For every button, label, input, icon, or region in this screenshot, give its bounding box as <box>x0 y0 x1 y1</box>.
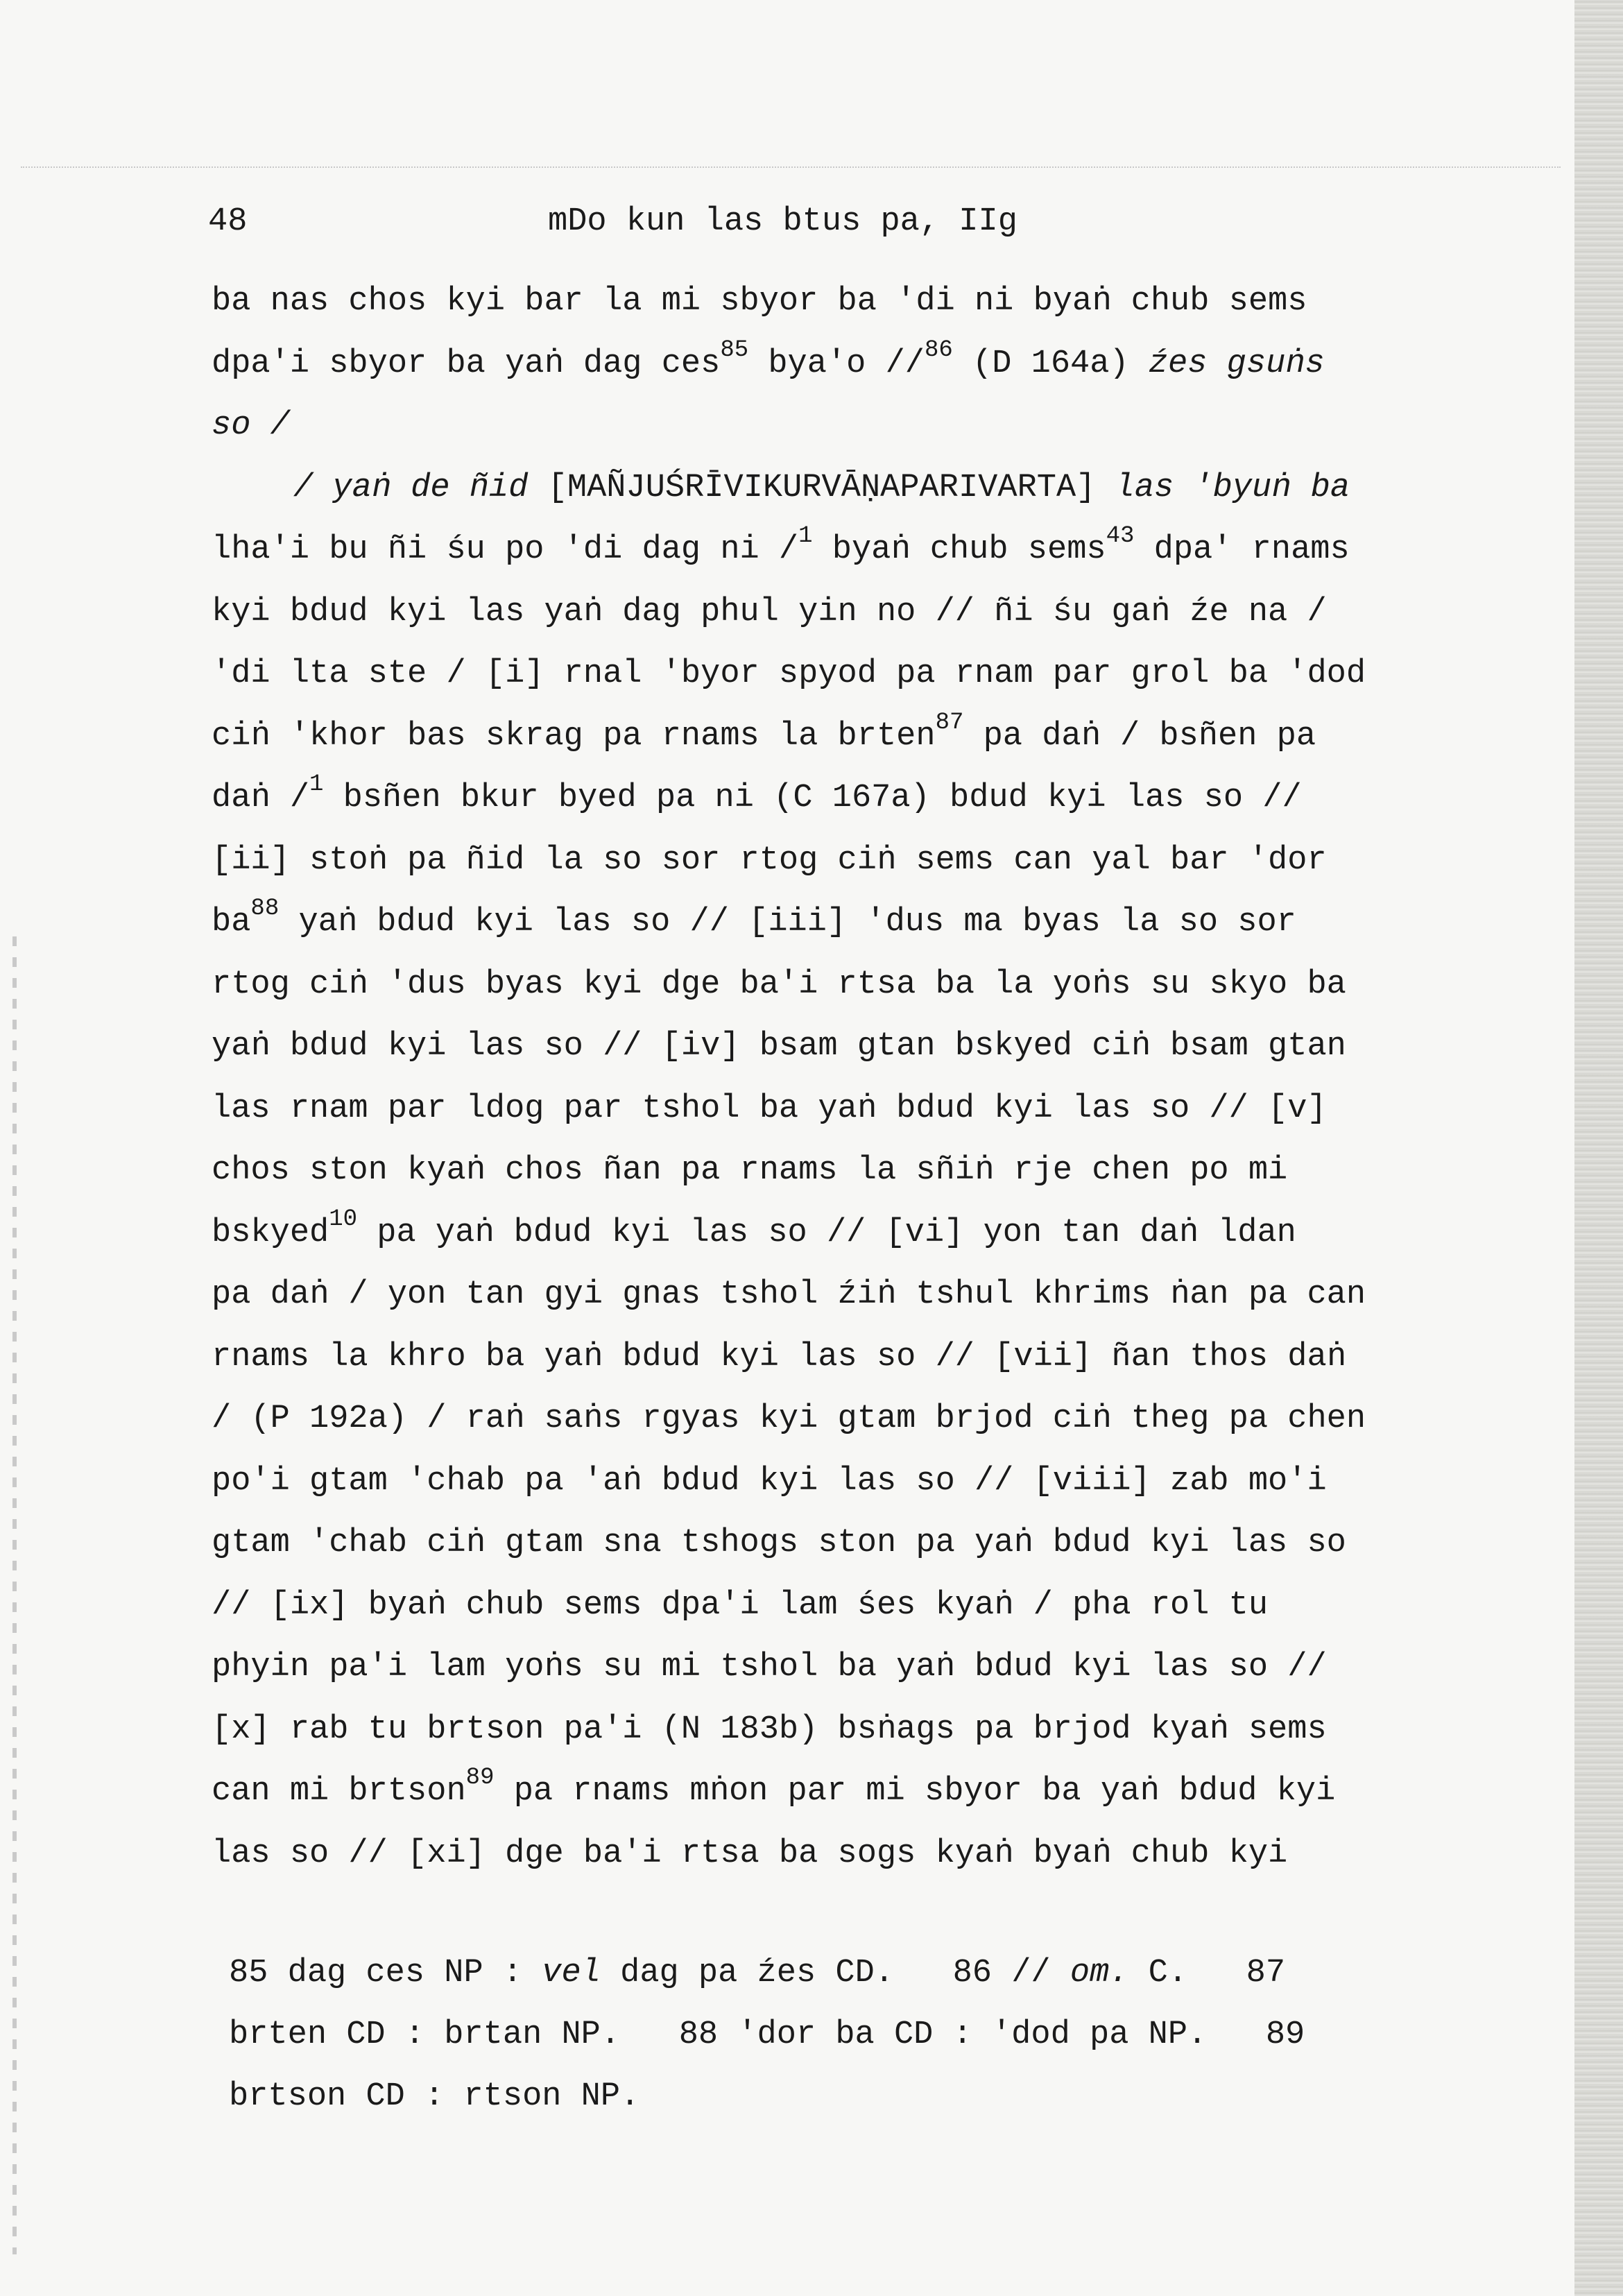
text-line <box>212 1264 1502 1326</box>
text-line <box>212 705 1502 768</box>
page-number: 48 <box>208 203 248 240</box>
text-run: las 'byuṅ ba <box>1115 469 1350 506</box>
text-line <box>212 519 1502 581</box>
text-run: bskyed <box>212 1214 329 1251</box>
footnote-marker: 1 <box>309 771 324 798</box>
text-run: pa rnams mṅon par mi sbyor ba yaṅ bdud kyi <box>494 1773 1336 1810</box>
text-line <box>212 1450 1502 1513</box>
footnote-marker: 88 <box>250 896 280 923</box>
text-line <box>212 457 1502 520</box>
text-line <box>212 1140 1502 1202</box>
text-run: [x] rab tu brtson pa'i (N 183b) bsṅags pa brjod kyaṅ sems <box>212 1711 1327 1748</box>
text-run: phyin pa'i lam yoṅs su mi tshol ba yaṅ bdud kyi las so // <box>212 1649 1327 1686</box>
text-run: yaṅ bdud kyi las so // [iii] 'dus ma byas la so sor <box>279 904 1296 941</box>
text-run: dpa' rnams <box>1134 531 1350 568</box>
text-run: vel <box>542 1955 601 1991</box>
text-run: [ii] stoṅ pa ñid la so sor rtog ciṅ sems can yal bar 'dor <box>212 841 1327 879</box>
text-run: las so // [xi] dge ba'i rtsa ba sogs kyaṅ byaṅ chub kyi <box>212 1835 1288 1872</box>
body-text <box>212 271 1502 1885</box>
text-run: // [ix] byaṅ chub sems dpa'i lam śes kyaṅ / pha rol tu <box>212 1586 1269 1624</box>
text-run: 'di lta ste / [i] rnal 'byor spyod pa rnam par grol ba 'dod <box>212 656 1366 692</box>
text-run: om. <box>1070 1955 1129 1991</box>
footnote-marker: 1 <box>798 523 813 550</box>
text-run: rnams la khro ba yaṅ bdud kyi las so // [vii] ñan thos daṅ <box>212 1338 1346 1376</box>
text-run: so / <box>212 407 290 444</box>
text-run: brtson CD : rtson NP. <box>229 2078 640 2115</box>
text-line <box>212 891 1502 954</box>
text-line <box>212 1823 1502 1885</box>
text-run: / (P 192a) / raṅ saṅs rgyas kyi gtam brjod ciṅ theg pa chen <box>212 1400 1366 1437</box>
footnote-line <box>229 2066 1477 2127</box>
text-line <box>212 767 1502 830</box>
text-run: byaṅ chub sems <box>812 531 1106 568</box>
footnote-line <box>229 1942 1477 2004</box>
text-run: dag pa źes CD. 86 // <box>600 1955 1070 1991</box>
text-line <box>212 1512 1502 1575</box>
text-run: 85 dag ces NP : <box>229 1955 542 1991</box>
text-run: ciṅ 'khor bas skrag pa rnams la brten <box>212 717 936 755</box>
scan-left-edge <box>12 936 17 2254</box>
text-run: C. 87 <box>1128 1955 1286 1991</box>
text-line <box>212 1202 1502 1265</box>
text-line <box>212 830 1502 892</box>
text-run: (D 164a) <box>952 345 1149 382</box>
text-line <box>212 1699 1502 1761</box>
text-run: las rnam par ldog par tshol ba yaṅ bdud kyi las so // [v] <box>212 1090 1327 1127</box>
page-header <box>208 198 1457 246</box>
text-line <box>212 1388 1502 1450</box>
text-line <box>212 581 1502 644</box>
text-run: can mi brtson <box>212 1773 466 1810</box>
text-run: po'i gtam 'chab pa 'aṅ bdud kyi las so // [viii] zab mo'i <box>212 1462 1327 1500</box>
text-run: pa daṅ / yon tan gyi gnas tshol źiṅ tshul khrims ṅan pa can <box>212 1276 1366 1313</box>
footnote-marker: 87 <box>935 709 964 736</box>
footnote-marker: 10 <box>329 1206 358 1233</box>
text-run: dpa'i sbyor ba yaṅ dag ces <box>212 345 721 382</box>
text-run: pa yaṅ bdud kyi las so // [vi] yon tan daṅ ldan <box>357 1214 1296 1251</box>
text-run: ba nas chos kyi bar la mi sbyor ba 'di ni byaṅ chub sems <box>212 283 1307 320</box>
text-run: gtam 'chab ciṅ gtam sna tshogs ston pa yaṅ bdud kyi las so <box>212 1525 1346 1561</box>
scan-right-edge <box>1574 0 1623 2296</box>
text-line <box>212 1636 1502 1699</box>
text-run: rtog ciṅ 'dus byas kyi dge ba'i rtsa ba la yoṅs su skyo ba <box>212 966 1346 1003</box>
text-line <box>212 1575 1502 1637</box>
text-run: kyi bdud kyi las yaṅ dag phul yin no // ñi śu gaṅ źe na / <box>212 593 1327 631</box>
footnote-marker: 85 <box>720 336 749 363</box>
running-title: mDo kun las btus pa, IIg <box>548 203 1017 240</box>
text-run: ba <box>212 904 251 941</box>
footnote-line <box>229 2004 1477 2066</box>
text-run: daṅ / <box>212 780 310 816</box>
footnote-marker: 89 <box>465 1765 495 1792</box>
footnotes <box>229 1942 1477 2127</box>
text-line <box>212 271 1502 333</box>
text-line <box>212 1016 1502 1078</box>
text-run: [MAÑJUŚRĪVIKURVĀṆAPARIVARTA] <box>528 469 1115 506</box>
text-run: bya'o // <box>748 345 925 382</box>
text-line <box>212 395 1502 457</box>
text-run: yaṅ bdud kyi las so // [iv] bsam gtan bskyed ciṅ bsam gtan <box>212 1028 1346 1065</box>
text-run: chos ston kyaṅ chos ñan pa rnams la sñiṅ rje chen po mi <box>212 1152 1288 1189</box>
text-line <box>212 1078 1502 1140</box>
text-line <box>212 954 1502 1016</box>
text-run: / yaṅ de ñid <box>293 469 529 506</box>
text-run: lha'i bu ñi śu po 'di dag ni / <box>212 531 799 568</box>
text-run: pa daṅ / bsñen pa <box>963 717 1316 755</box>
footnote-marker: 43 <box>1106 523 1135 550</box>
text-line <box>212 1326 1502 1389</box>
text-line <box>212 333 1502 395</box>
text-run: bsñen bkur byed pa ni (C 167a) bdud kyi las so // <box>323 780 1302 816</box>
text-run: brten CD : brtan NP. 88 'dor ba CD : 'dod pa NP. 89 <box>229 2016 1305 2053</box>
text-line <box>212 643 1502 705</box>
footnote-marker: 86 <box>924 336 953 363</box>
text-line <box>212 1760 1502 1823</box>
text-run: źes gsuṅs <box>1148 345 1325 382</box>
scan-top-edge <box>21 166 1561 168</box>
